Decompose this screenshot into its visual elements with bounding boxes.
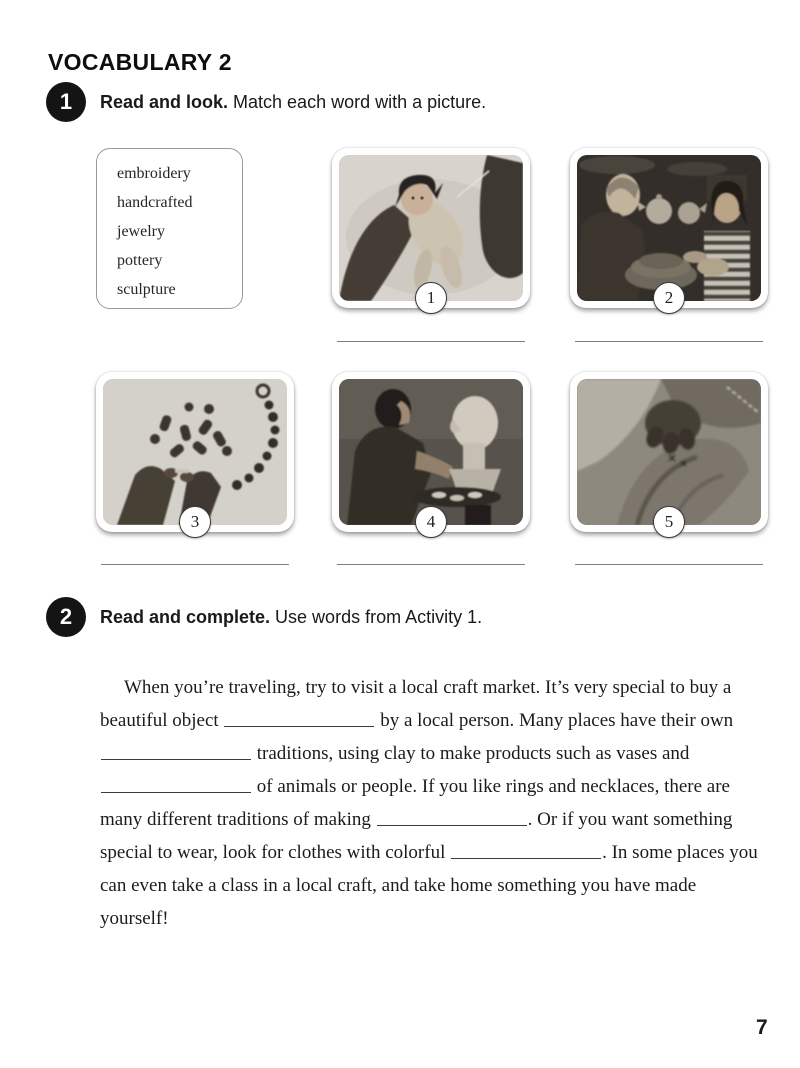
fill-in-blank[interactable] (377, 823, 527, 826)
activity2-paragraph: When you’re traveling, try to visit a local craft market. It’s very special to buy a beautiful object by a local person. Many places have their own traditions, using clay to make products such as vases and of animals or people. If you like rings and necklaces, there are many different traditions of making . Or if you want something special to wear, look for clothes with colorful . In some places you can even take a class in a local craft, and take home something you have made yourself! (100, 677, 758, 929)
picture-card-4 (332, 372, 530, 532)
activity-1-number-badge (46, 82, 86, 122)
answer-line-3[interactable] (101, 564, 289, 565)
activity-1-number: 1 (59, 89, 73, 114)
fill-in-blank[interactable] (101, 757, 251, 760)
word-item: embroidery (117, 165, 191, 182)
fill-in-blank[interactable] (451, 856, 601, 859)
picture-number-circle (415, 282, 447, 314)
fill-in-blank[interactable] (224, 724, 374, 727)
word-item: sculpture (117, 281, 176, 298)
picture-card-2 (570, 148, 768, 308)
picture-number-circle (653, 506, 685, 538)
pottery-wheel-photo (577, 155, 761, 301)
word-item: jewelry (117, 223, 165, 240)
fill-in-blank[interactable] (101, 790, 251, 793)
picture-number-circle (415, 506, 447, 538)
picture-number: 1 (426, 288, 436, 307)
answer-line-1[interactable] (337, 341, 525, 342)
answer-line-2[interactable] (575, 341, 763, 342)
page-title: VOCABULARY 2 (48, 49, 232, 76)
picture-card-5 (570, 372, 768, 532)
activity-1-instruction-bold: Read and look. (100, 92, 229, 112)
picture-card-1 (332, 148, 530, 308)
activity-2-number-badge (46, 597, 86, 637)
picture-number: 4 (426, 512, 436, 531)
word-item: handcrafted (117, 194, 193, 211)
activity-1-instruction (100, 92, 486, 113)
bead-necklace-photo (103, 379, 287, 525)
page-number: 7 (756, 1016, 768, 1039)
word-item: pottery (117, 252, 163, 269)
sculpting-bust-photo (339, 379, 523, 525)
word-list-box (96, 148, 243, 309)
picture-number: 2 (664, 288, 674, 307)
activity-2-instruction-bold: Read and complete. (100, 607, 271, 627)
activity-2-instruction-rest: Use words from Activity 1. (270, 607, 483, 627)
picture-number-circle (653, 282, 685, 314)
embroidery-hands-photo (577, 379, 761, 525)
activity-2-instruction (100, 607, 482, 628)
picture-number: 5 (664, 512, 674, 531)
picture-number-circle (179, 506, 211, 538)
answer-line-5[interactable] (575, 564, 763, 565)
answer-line-4[interactable] (337, 564, 525, 565)
picture-card-3 (96, 372, 294, 532)
doll-sewing-photo (339, 155, 523, 301)
picture-number: 3 (190, 512, 200, 531)
activity-2-number: 2 (59, 604, 73, 629)
activity-1-instruction-rest: Match each word with a picture. (228, 92, 487, 112)
